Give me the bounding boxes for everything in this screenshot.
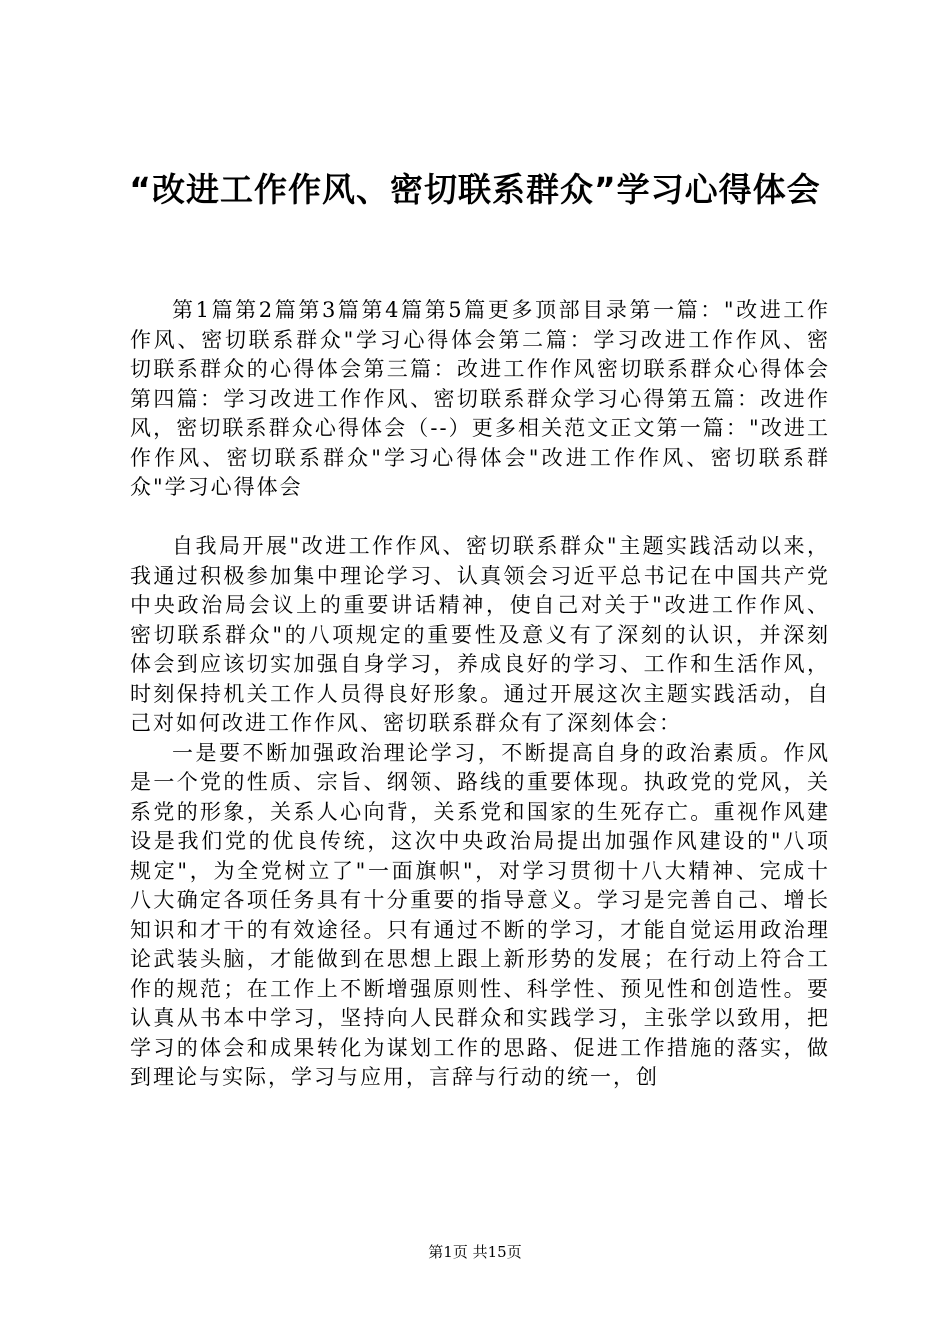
body-paragraph-2: 一是要不断加强政治理论学习，不断提高自身的政治素质。作风是一个党的性质、宗旨、纲领、路线的重要体现。执政党的党风，关系党的形象，关系人心向背，关系党和国家的生死存亡。重视作风建设是我们党的优良传统，这次中央政治局提出加强作风建设的"八项规定"，为全党树立了"一面旗帜"，对学习贯彻十八大精神、完成十八大确定各项任务具有十分重要的指导意义。学习是完善自己、增长知识和才干的有效途径。只有通过不断的学习，才能自觉运用政治理论武装头脑，才能做到在思想上跟上新形势的发展；在行动上符合工作的规范；在工作上不断增强原则性、科学性、预见性和创造性。要认真从书本中学习，坚持向人民群众和实践学习，主张学以致用，把学习的体会和成果转化为谋划工作的思路、促进工作措施的落实，做到理论与实际，学习与应用，言辞与行动的统一，创 — [130, 740, 830, 1089]
document-title: “改进工作作风、密切联系群众”学习心得体会 — [129, 170, 821, 209]
page-footer: 第1页 共15页 — [428, 1243, 522, 1261]
toc-paragraph: 第1篇第2篇第3篇第4篇第5篇更多顶部目录第一篇："改进工作作风、密切联系群众"学习心得体会第二篇：学习改进工作作风、密切联系群众的心得体会第三篇：改进工作作风密切联系群众心得体会第四篇：学习改进工作作风、密切联系群众学习心得第五篇：改进作风，密切联系群众心得体会（--）更多相关范文正文第一篇："改进工作作风、密切联系群众"学习心得体会"改进工作作风、密切联系群众"学习心得体会 — [130, 298, 830, 499]
body-paragraph-1: 自我局开展"改进工作作风、密切联系群众"主题实践活动以来，我通过积极参加集中理论学习、认真领会习近平总书记在中国共产党中央政治局会议上的重要讲话精神，使自己对关于"改进工作作风、密切联系群众"的八项规定的重要性及意义有了深刻的认识，并深刻体会到应该切实加强自身学习，养成良好的学习、工作和生活作风，时刻保持机关工作人员得良好形象。通过开展这次主题实践活动，自己对如何改进工作作风、密切联系群众有了深刻体会： — [130, 534, 830, 735]
document-body — [130, 296, 830, 1093]
